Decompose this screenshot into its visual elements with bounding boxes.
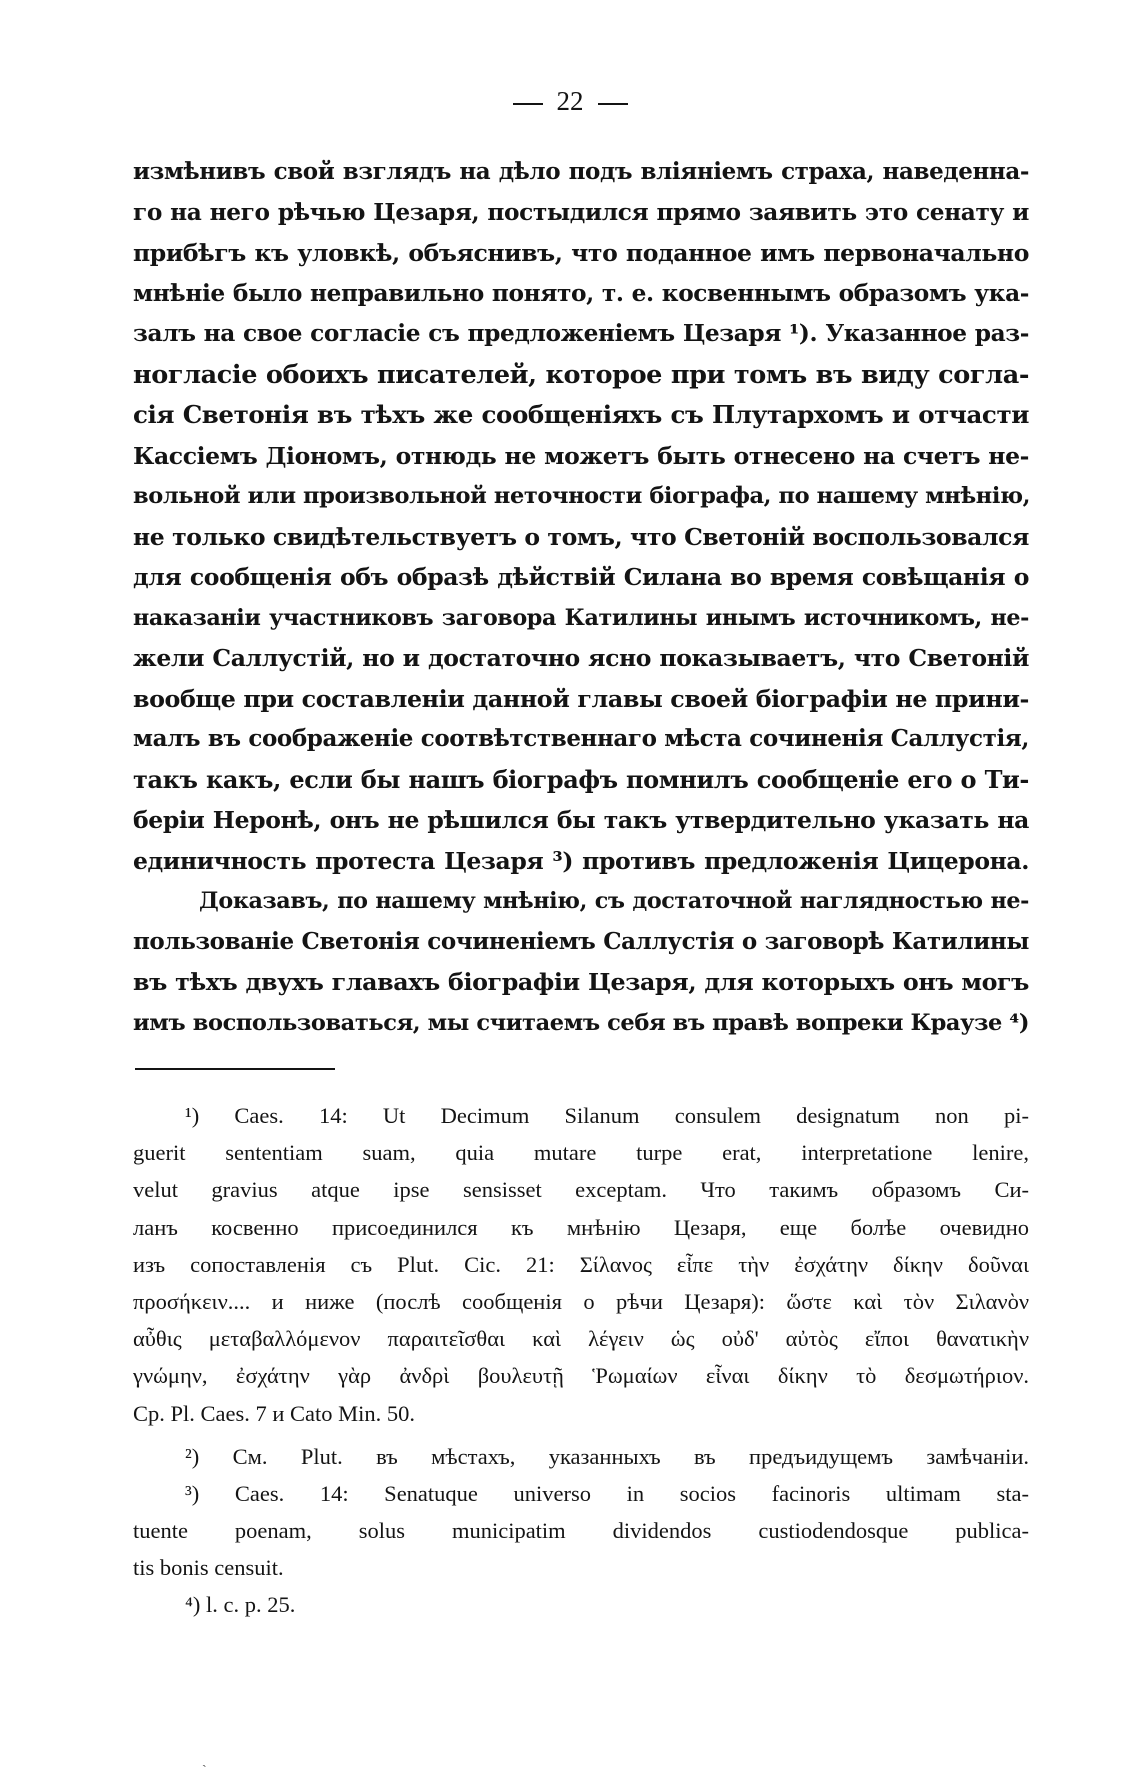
body-line: малъ въ соображеніе соотвѣтственнаго мѣста сочиненія Саллустія, [133,725,1029,752]
page-number-value: 22 [556,86,584,116]
page-number-dash-right [598,103,628,105]
body-line: въ тѣхъ двухъ главахъ біографіи Цезаря, для которыхъ онъ могъ [133,968,1029,996]
body-line: го на него рѣчью Цезаря, постыдился прямо заявить это сенату и [133,198,1029,226]
body-line: Кассіемъ Діономъ, отнюдь не можетъ быть отнесено на счетъ не- [133,441,1029,470]
body-line: такъ какъ, если бы нашъ біографъ помнилъ сообщеніе его о Ти- [133,764,1029,794]
body-line: измѣнивъ свой взглядъ на дѣло подъ вліяніемъ страха, наведенна- [133,158,1029,185]
body-line: вообще при составленіи данной главы своей біографіи не прини- [133,684,1029,713]
body-line: имъ воспользоваться, мы считаемъ себя въ правѣ вопреки Краузе ⁴) [133,1009,1030,1036]
main-text [133,152,1029,1043]
body-line: мнѣніе было неправильно понято, т. е. косвеннымъ образомъ ука- [133,279,1029,307]
body-line: ногласіе обоихъ писателей, которое при томъ въ виду согла- [133,359,1029,390]
footnotes [133,1097,1029,1624]
body-line: пользованіе Светонія сочиненіемъ Саллустія о заговорѣ Катилины [133,927,1029,955]
footnote-line: ланъ косвенно присоединился къ мнѣнію Цезаря, еще болѣе очевидно [133,1214,1029,1240]
footnote-line: guerit sententiam suam, quia mutare turpe erat, interpretatione lenire, [133,1140,1029,1166]
footnote-line: γνώμην, ἐσχάτην γὰρ ἀνδρὶ βουλευτῇ Ῥωμαίων εἶναι δίκην τὸ δεσμωτήριον. [133,1363,1029,1389]
footnote-line: velut gravius atque ipse sensisset exceptam. Что такимъ образомъ Си- [133,1177,1029,1203]
body-line: прибѣгъ къ уловкѣ, объяснивъ, что поданное имъ первоначально [133,239,1029,267]
footnote-line: изъ сопоставленія съ Plut. Cic. 21: Σίλανος εἶπε τὴν ἐσχάτην δίκην δοῦναι [133,1251,1029,1277]
footnote-line: ¹) Caes. 14: Ut Decimum Silanum consulem designatum non pi- [185,1103,1029,1128]
scan-mark: ˎ [202,1752,207,1768]
body-line: жели Саллустій, но и достаточно ясно показываетъ, что Светоній [133,644,1029,672]
footnote-line: προσήκειν.... и ниже (послѣ сообщенія о рѣчи Цезаря): ὥστε καὶ τὸν Σιλανὸν [133,1288,1029,1314]
page-number [0,86,1140,117]
body-line: для сообщенія объ образѣ дѣйствій Силана во время совѣщанія о [133,563,1029,591]
body-line: не только свидѣтельствуетъ о томъ, что Светоній воспользовался [133,522,1030,551]
footnote-line: tis bonis censuit. [133,1555,284,1581]
body-line: вольной или произвольной неточности біографа, по нашему мнѣнію, [133,483,1031,509]
footnote-line: ⁴) l. c. p. 25. [185,1592,296,1618]
body-line: наказаніи участниковъ заговора Катилины инымъ источникомъ, не- [133,604,1029,631]
body-line: Доказавъ, по нашему мнѣнію, съ достаточной наглядностью не- [199,888,1029,914]
footnote-line: αὖθις μεταβαλλόμενον παραιτεῖσθαι καὶ λέγειν ὡς οὐδ' αὐτὸς εἴποι θανατικὴν [133,1326,1029,1352]
body-line: сія Светонія въ тѣхъ же сообщеніяхъ съ Плутархомъ и отчасти [133,400,1029,429]
body-line: залъ на свое согласіе съ предложеніемъ Цезаря ¹). Указанное раз- [133,320,1029,347]
footnote-line: Cp. Pl. Caes. 7 и Cato Min. 50. [133,1400,416,1426]
page-number-dash-left [513,103,543,105]
footnote-line: ²) См. Plut. въ мѣстахъ, указанныхъ въ предъидущемъ замѣчаніи. [185,1443,1029,1469]
footnote-line: tuente poenam, solus municipatim dividendos custiodendosque publica- [133,1518,1029,1544]
body-line: единичность протеста Цезаря ³) противъ предложенія Цицерона. [133,846,1029,875]
body-line: беріи Неронѣ, онъ не рѣшился бы такъ утвердительно указать на [133,806,1029,834]
footnote-rule [135,1068,335,1070]
footnote-line: ³) Caes. 14: Senatuque universo in socios facinoris ultimam sta- [185,1480,1029,1506]
